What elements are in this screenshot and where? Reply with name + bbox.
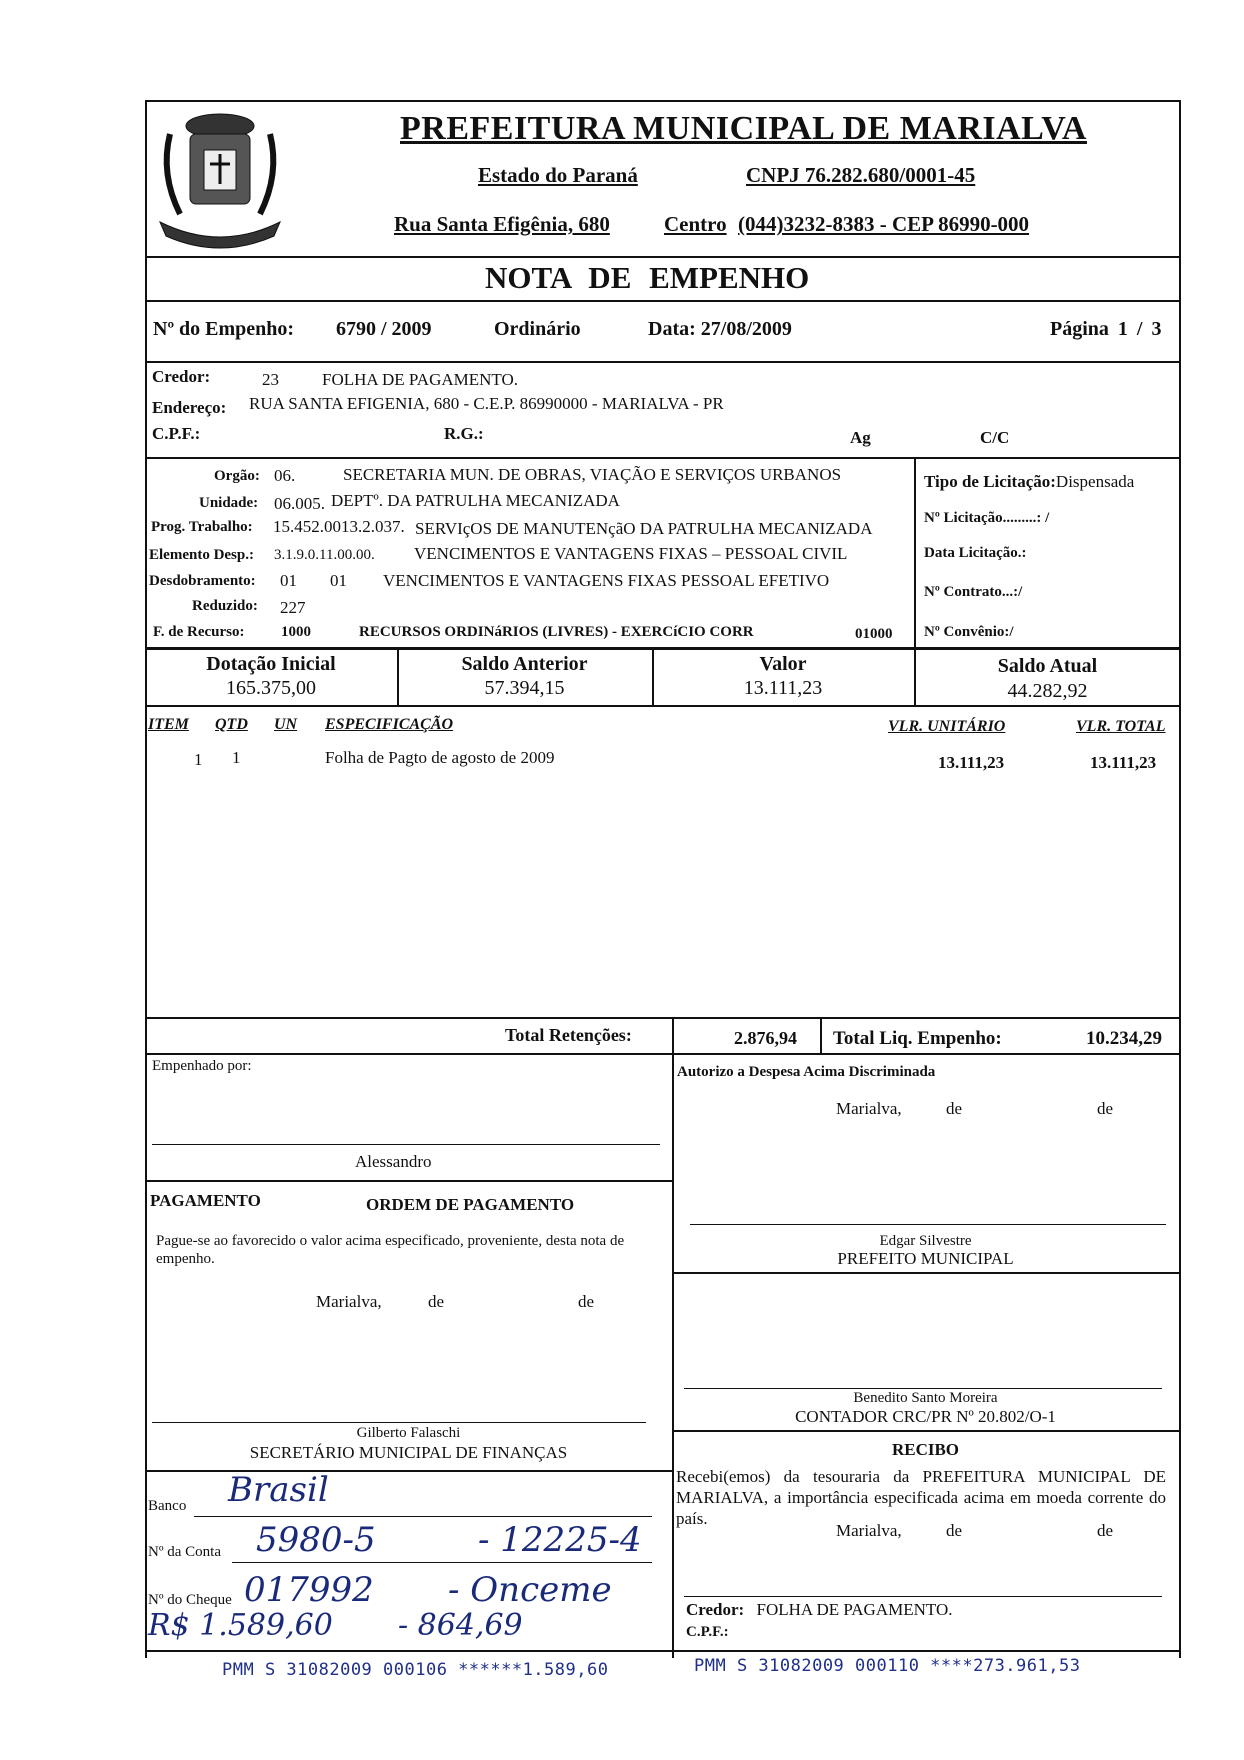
autorizo-de1: de (946, 1099, 963, 1118)
pagamento-top-rule (145, 1180, 672, 1182)
recurso-code: 1000 (281, 624, 311, 640)
ag-label: Ag (850, 428, 871, 447)
recibo-credor-value: FOLHA DE PAGAMENTO. (756, 1600, 953, 1619)
contador-top-rule (672, 1272, 1179, 1274)
recibo-top-rule (672, 1430, 1179, 1432)
header-district: Centro (664, 212, 727, 236)
orgao-label: Orgão: (214, 468, 260, 484)
item-espec: Folha de Pagto de agosto de 2009 (325, 748, 555, 767)
credor-code: 23 (262, 370, 279, 389)
elemento-label: Elemento Desp.: (149, 547, 254, 563)
saldo-atual-label: Saldo Atual (997, 655, 1098, 677)
licitacao-divider (914, 457, 916, 649)
reduzido-value: 227 (280, 598, 306, 617)
licitacao-tipo-label: Tipo de Licitação: (924, 472, 1056, 491)
contador-name: Benedito Santo Moreira (853, 1390, 998, 1406)
licitacao-data: Data Licitação.: (924, 545, 1027, 561)
lower-right-border (1179, 1055, 1181, 1658)
item-vlr-unit: 13.111,23 (938, 753, 1005, 772)
header-phone-cep: (044)3232-8383 - CEP 86990-000 (738, 212, 1030, 236)
valor-label: Valor (759, 653, 807, 675)
pagamento-text: Pague-se ao favorecido o valor acima especificado, proveniente, desta nota de empenho. (156, 1233, 625, 1267)
reduzido-label: Reduzido: (192, 598, 258, 614)
cheque-handwritten-2: - Onceme (448, 1570, 612, 1610)
empenhado-signature-line (152, 1144, 660, 1145)
stamp-left: PMM S 31082009 000106 ******1.589,60 (222, 1660, 609, 1680)
prefeito-title: PREFEITO MUNICIPAL (837, 1249, 1014, 1268)
desdobramento-label: Desdobramento: (149, 573, 256, 589)
valor-value: 13.111,23 (743, 677, 823, 699)
items-right-border (1179, 707, 1181, 1017)
prefeito-name: Edgar Silvestre (879, 1233, 972, 1249)
banco-top-rule (145, 1470, 672, 1472)
conta-line (232, 1562, 652, 1563)
pagamento-de2: de (578, 1292, 595, 1311)
licitacao-contrato: Nº Contrato...:/ (924, 584, 1023, 600)
secretario-name: Gilberto Falaschi (356, 1425, 461, 1441)
col-un: UN (274, 716, 298, 733)
col-qtd: QTD (215, 716, 248, 733)
liquido-label: Total Liq. Empenho: (833, 1028, 1002, 1049)
autorizo-label: Autorizo a Despesa Acima Discriminada (677, 1064, 936, 1080)
recibo-signature-line (684, 1596, 1162, 1597)
header-address: Rua Santa Efigênia, 680 (394, 212, 610, 236)
prog-code: 15.452.0013.2.037. (273, 517, 405, 536)
recibo-de2: de (1097, 1521, 1114, 1540)
unidade-code: 06.005. (274, 494, 325, 513)
dotacao-value: 165.375,00 (226, 677, 316, 699)
autorizo-de2: de (1097, 1099, 1114, 1118)
autorizo-place: Marialva, (836, 1099, 902, 1118)
valor-handwritten-1: R$ 1.589,60 (148, 1608, 333, 1643)
recibo-text: Recebi(emos) da tesouraria da PREFEITURA MUNICIPAL DE MARIALVA, a importância especificada acima em moeda corrente do país. (676, 1467, 1166, 1528)
licitacao-tipo-value: Dispensada (1055, 472, 1135, 491)
item-number: 1 (194, 750, 203, 769)
secretario-title: SECRETÁRIO MUNICIPAL DE FINANÇAS (249, 1443, 568, 1462)
secretario-signature-line (152, 1422, 646, 1423)
header-state: Estado do Paraná (478, 163, 638, 187)
credor-name: FOLHA DE PAGAMENTO. (322, 370, 518, 389)
pagamento-de1: de (428, 1292, 445, 1311)
prog-label: Prog. Trabalho: (151, 519, 253, 535)
unidade-label: Unidade: (199, 495, 259, 511)
dotacao-label: Dotação Inicial (206, 653, 336, 675)
elemento-code: 3.1.9.0.11.00.00. (274, 547, 375, 563)
municipal-crest-icon (150, 104, 290, 254)
prog-desc: SERVIçOS DE MANUTENçãO DA PATRULHA MECANIZADA (415, 519, 873, 538)
totais-divider-2 (820, 1017, 822, 1055)
col-espec: ESPECIFICAÇÃO (325, 716, 454, 733)
elemento-desc: VENCIMENTOS E VANTAGENS FIXAS – PESSOAL CIVIL (414, 544, 848, 563)
rg-label: R.G.: (444, 424, 484, 443)
items-left-border (145, 707, 147, 1017)
cheque-label: Nº do Cheque (148, 1592, 232, 1608)
conta-handwritten-1: 5980-5 (256, 1520, 376, 1560)
recibo-title: RECIBO (891, 1440, 960, 1459)
recurso-code2: 01000 (855, 626, 893, 642)
licitacao-numero: Nº Licitação.........: / (924, 510, 1050, 526)
lower-left-border (145, 1055, 147, 1658)
recibo-credor (686, 1600, 952, 1620)
empenhado-label: Empenhado por: (152, 1058, 252, 1074)
saldo-anterior-label: Saldo Anterior (461, 653, 588, 675)
retencoes-value: 2.876,94 (734, 1028, 797, 1048)
col-vlr-total: VLR. TOTAL (1076, 718, 1166, 735)
conta-handwritten-2: - 12225-4 (478, 1520, 642, 1560)
totais-divider-1 (672, 1017, 674, 1055)
pagamento-place: Marialva, (316, 1292, 382, 1311)
orgao-desc: SECRETARIA MUN. DE OBRAS, VIAÇÃO E SERVIÇOS URBANOS (343, 465, 842, 484)
empenho-page: Página 1 / 3 (1050, 318, 1162, 340)
recibo-place: Marialva, (836, 1521, 902, 1540)
banco-line (194, 1516, 652, 1517)
col-item: ITEM (148, 716, 189, 733)
empenho-type: Ordinário (494, 318, 581, 340)
lower-bottom-rule (145, 1650, 1181, 1652)
empenho-number: 6790 / 2009 (336, 318, 432, 340)
retencoes-label: Total Retenções: (505, 1025, 632, 1045)
empenho-label: Nº do Empenho: (153, 318, 295, 340)
prefeito-signature-line (690, 1224, 1166, 1225)
cpf-label: C.P.F.: (152, 424, 201, 443)
desdobramento-code1: 01 (280, 571, 297, 590)
header-title: PREFEITURA MUNICIPAL DE MARIALVA (400, 110, 1087, 147)
recurso-desc: RECURSOS ORDINáRIOS (LIVRES) - EXERCíCIO CORR (359, 624, 754, 640)
orgao-code: 06. (274, 466, 296, 485)
stamp-right: PMM S 31082009 000110 ****273.961,53 (694, 1656, 1081, 1676)
conta-label: Nº da Conta (148, 1544, 221, 1560)
recurso-label: F. de Recurso: (153, 624, 245, 640)
licitacao-convenio: Nº Convênio:/ (924, 624, 1014, 640)
empenho-date: Data: 27/08/2009 (648, 318, 792, 340)
unidade-desc: DEPTº. DA PATRULHA MECANIZADA (331, 491, 620, 510)
ordem-pagamento-title: ORDEM DE PAGAMENTO (366, 1195, 575, 1214)
recibo-cpf-label: C.P.F.: (686, 1624, 729, 1640)
lower-center-divider (672, 1055, 674, 1658)
desdobramento-code2: 01 (330, 571, 347, 590)
valor-handwritten-2: - 864,69 (398, 1608, 523, 1643)
cheque-handwritten-1: 017992 (244, 1570, 374, 1610)
pagamento-label: PAGAMENTO (150, 1191, 261, 1210)
credor-label: Credor: (152, 367, 211, 386)
licitacao-tipo (924, 472, 1134, 492)
contador-title: CONTADOR CRC/PR Nº 20.802/O-1 (795, 1407, 1056, 1426)
contador-signature-line (684, 1388, 1162, 1389)
banco-handwritten: Brasil (228, 1470, 329, 1510)
saldo-atual-value: 44.282,92 (1007, 680, 1088, 702)
saldo-anterior-value: 57.394,15 (484, 677, 565, 699)
recibo-de1: de (946, 1521, 963, 1540)
totais-box (145, 1017, 1181, 1055)
recibo-credor-label: Credor: (686, 1600, 745, 1619)
endereco-label: Endereço: (152, 398, 227, 417)
header-cnpj: CNPJ 76.282.680/0001-45 (746, 163, 976, 187)
item-qtd: 1 (232, 748, 241, 767)
col-vlr-unit: VLR. UNITÁRIO (888, 718, 1006, 735)
item-vlr-total: 13.111,23 (1090, 753, 1157, 772)
empenhado-name: Alessandro (355, 1152, 432, 1171)
endereco-value: RUA SANTA EFIGENIA, 680 - C.E.P. 86990000 - MARIALVA - PR (249, 394, 724, 413)
doc-title: NOTA DE EMPENHO (485, 260, 810, 295)
banco-label: Banco (148, 1498, 187, 1514)
cc-label: C/C (980, 428, 1010, 447)
liquido-value: 10.234,29 (1086, 1028, 1162, 1049)
desdobramento-desc: VENCIMENTOS E VANTAGENS FIXAS PESSOAL EFETIVO (383, 571, 830, 590)
